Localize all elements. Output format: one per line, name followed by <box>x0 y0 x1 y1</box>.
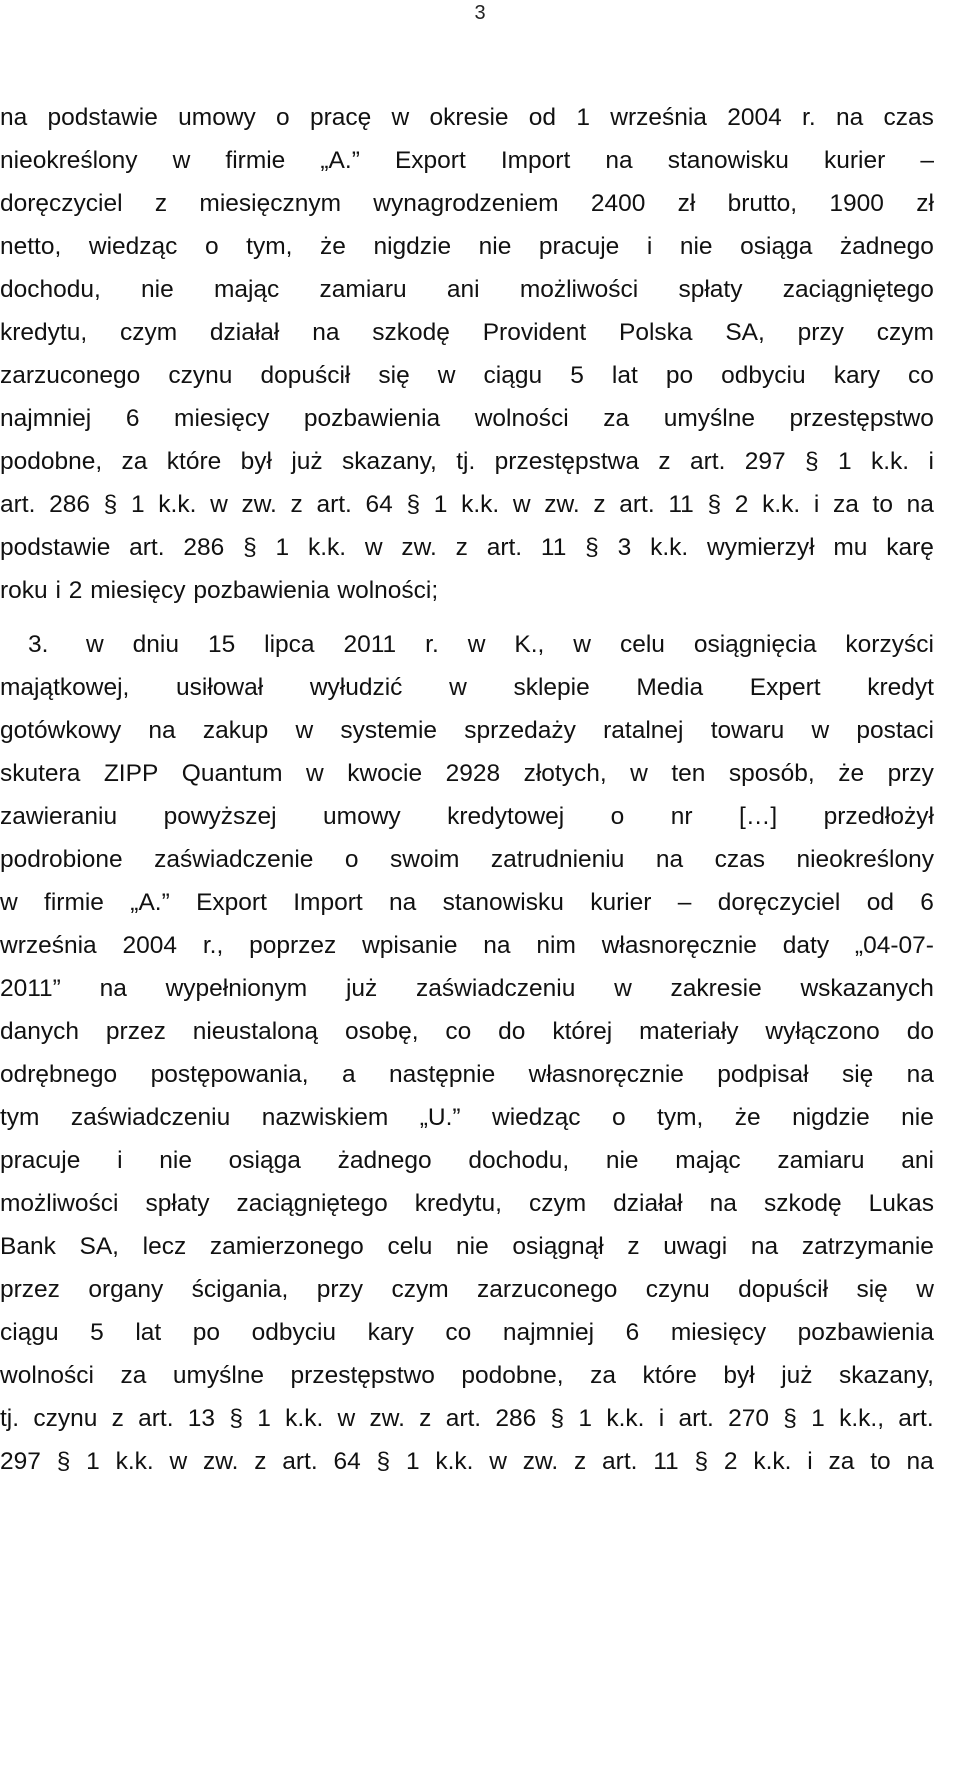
text-line: podobne, za które był już skazany, tj. przestępstwa z art. 297 § 1 k.k. i <box>0 448 934 475</box>
text-line: pracuje i nie osiąga żadnego dochodu, nie mając zamiaru ani <box>0 1147 934 1174</box>
text-line: doręczyciel z miesięcznym wynagrodzeniem 2400 zł brutto, 1900 zł <box>0 190 934 217</box>
text-line: majątkowej, usiłował wyłudzić w sklepie Media Expert kredyt <box>0 674 934 701</box>
text-line: 2011” na wypełnionym już zaświadczeniu w zakresie wskazanych <box>0 975 934 1002</box>
text-line: kredytu, czym działał na szkodę Provident Polska SA, przy czym <box>0 319 934 346</box>
text-line: podrobione zaświadczenie o swoim zatrudnieniu na czas nieokreślony <box>0 846 934 873</box>
text-line: września 2004 r., poprzez wpisanie na nim własnoręcznie daty „04-07- <box>0 932 934 959</box>
paragraph-continued <box>0 96 934 612</box>
text-line: w firmie „A.” Export Import na stanowisku kurier – doręczyciel od 6 <box>0 889 934 916</box>
text-line: na podstawie umowy o pracę w okresie od 1 września 2004 r. na czas <box>0 104 934 131</box>
text-line: podstawie art. 286 § 1 k.k. w zw. z art. 11 § 3 k.k. wymierzył mu karę <box>0 534 934 561</box>
text-line: zarzuconego czynu dopuścił się w ciągu 5 lat po odbyciu kary co <box>0 362 934 389</box>
text-line: art. 286 § 1 k.k. w zw. z art. 64 § 1 k.k. w zw. z art. 11 § 2 k.k. i za to na <box>0 491 934 518</box>
text-line: nieokreślony w firmie „A.” Export Import na stanowisku kurier – <box>0 147 934 174</box>
text-line: tj. czynu z art. 13 § 1 k.k. w zw. z art. 286 § 1 k.k. i art. 270 § 1 k.k., art. <box>0 1405 934 1432</box>
list-item-3 <box>0 623 934 1483</box>
list-item-number: 3. <box>28 631 49 658</box>
text-line: netto, wiedząc o tym, że nigdzie nie pracuje i nie osiąga żadnego <box>0 233 934 260</box>
page-number: 3 <box>474 2 486 24</box>
text-line: Bank SA, lecz zamierzonego celu nie osiągnął z uwagi na zatrzymanie <box>0 1233 934 1260</box>
text-line: przez organy ścigania, przy czym zarzuconego czynu dopuścił się w <box>0 1276 934 1303</box>
document-body <box>0 96 934 1483</box>
text-line: 297 § 1 k.k. w zw. z art. 64 § 1 k.k. w zw. z art. 11 § 2 k.k. i za to na <box>0 1448 934 1475</box>
text-line: roku i 2 miesięcy pozbawienia wolności; <box>0 577 439 604</box>
text-line: odrębnego postępowania, a następnie własnoręcznie podpisał się na <box>0 1061 934 1088</box>
list-item-first-line <box>0 623 934 666</box>
text-line: najmniej 6 miesięcy pozbawienia wolności za umyślne przestępstwo <box>0 405 934 432</box>
text-line: danych przez nieustaloną osobę, co do której materiały wyłączono do <box>0 1018 934 1045</box>
text-line: w dniu 15 lipca 2011 r. w K., w celu osiągnięcia korzyści <box>86 631 934 658</box>
text-line: tym zaświadczeniu nazwiskiem „U.” wiedząc o tym, że nigdzie nie <box>0 1104 934 1131</box>
text-line: dochodu, nie mając zamiaru ani możliwości spłaty zaciągniętego <box>0 276 934 303</box>
text-line: skutera ZIPP Quantum w kwocie 2928 złotych, w ten sposób, że przy <box>0 760 934 787</box>
text-line: możliwości spłaty zaciągniętego kredytu, czym działał na szkodę Lukas <box>0 1190 934 1217</box>
text-line: ciągu 5 lat po odbyciu kary co najmniej 6 miesięcy pozbawienia <box>0 1319 934 1346</box>
text-line: wolności za umyślne przestępstwo podobne, za które był już skazany, <box>0 1362 934 1389</box>
text-line: zawieraniu powyższej umowy kredytowej o nr […] przedłożył <box>0 803 934 830</box>
text-line: gotówkowy na zakup w systemie sprzedaży ratalnej towaru w postaci <box>0 717 934 744</box>
